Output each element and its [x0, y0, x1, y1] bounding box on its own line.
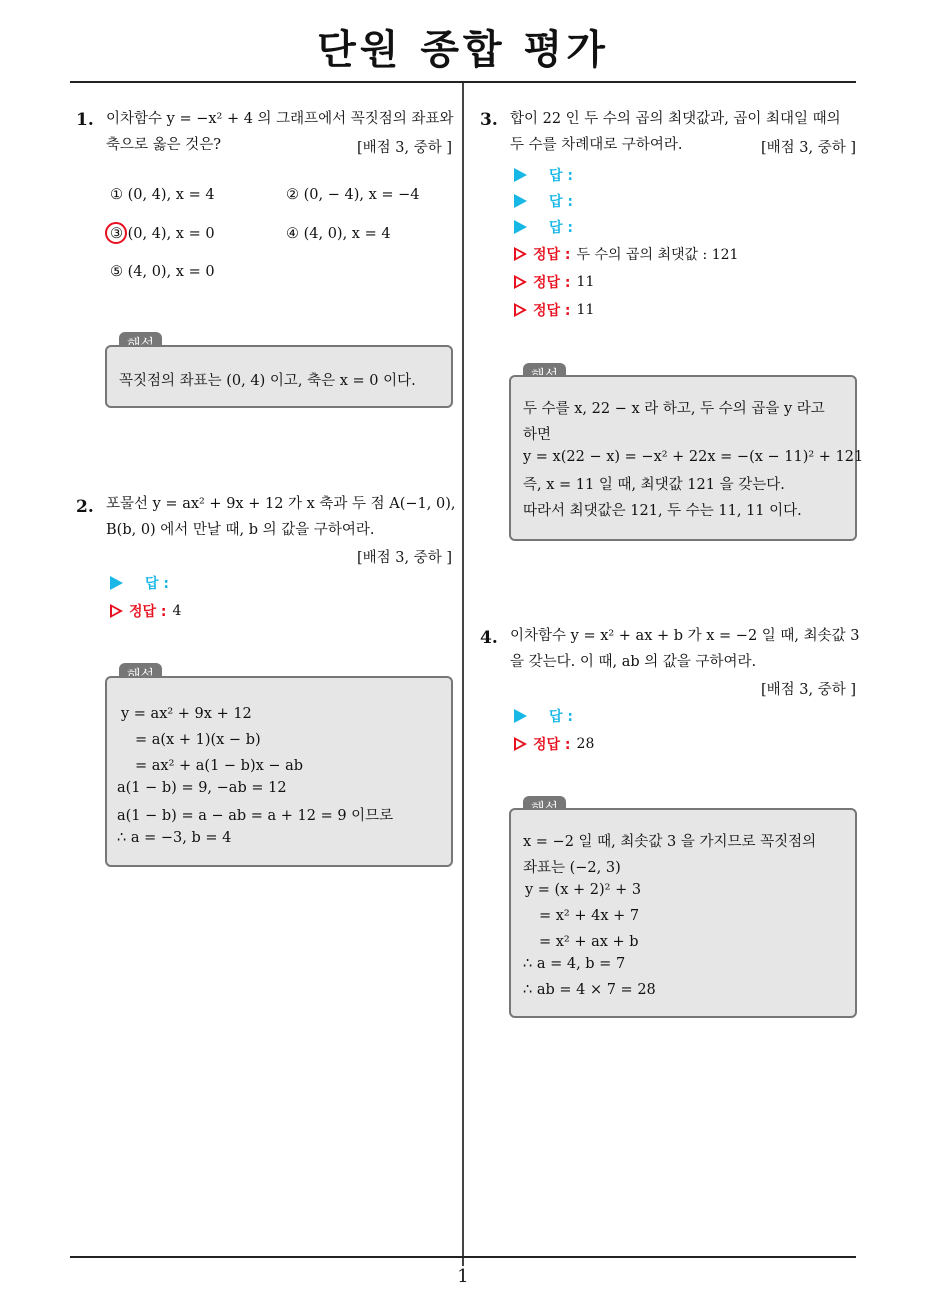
choice-4[interactable]: ④ (4, 0), x = 4 — [286, 226, 391, 242]
correct-answer-4 — [514, 734, 594, 754]
explanation-3-line: 두 수를 x, 22 − x 라 하고, 두 수의 곱을 y 라고 — [523, 401, 825, 417]
correct-answer-3-2 — [514, 272, 594, 292]
question-text-3-line2: 두 수를 차례대로 구하여라. — [510, 137, 683, 153]
selected-answer-marker — [105, 222, 127, 244]
page-number: 1 — [457, 1266, 469, 1287]
play-icon — [514, 168, 527, 182]
question-number-3: 3. — [480, 110, 498, 130]
outline-triangle-icon — [514, 303, 527, 317]
correct-answer-value: 4 — [172, 603, 182, 619]
question-text-4-line2: 을 갖는다. 이 때, ab 의 값을 구하여라. — [510, 654, 757, 670]
question-number-4: 4. — [480, 628, 498, 648]
answer-prompt-4[interactable] — [514, 706, 573, 726]
choice-1[interactable]: ① (0, 4), x = 4 — [110, 187, 215, 203]
answer-label: 답 : — [549, 194, 573, 210]
explanation-box-4 — [509, 808, 857, 1018]
explanation-box-3 — [509, 375, 864, 541]
correct-answer-value: 두 수의 곱의 최댓값 : 121 — [576, 247, 739, 263]
explanation-4-line: ∴ ab = 4 × 7 = 28 — [523, 982, 656, 998]
explanation-4-line: 좌표는 (−2, 3) — [523, 860, 621, 876]
correct-answer-label: 정답 : — [533, 275, 571, 291]
outline-triangle-icon — [514, 737, 527, 751]
answer-label: 답 : — [549, 709, 573, 725]
explanation-2-line: a(1 − b) = 9, −ab = 12 — [117, 780, 287, 796]
explanation-box-2 — [105, 676, 453, 867]
question-score-4: [배점 3, 중하 ] — [760, 682, 856, 698]
choice-2[interactable]: ② (0, − 4), x = −4 — [286, 187, 420, 203]
answer-prompt-3-3[interactable] — [514, 217, 573, 237]
column-divider — [462, 83, 464, 1266]
explanation-3-line: 즉, x = 11 일 때, 최댓값 121 을 갖는다. — [523, 477, 785, 493]
choice-5[interactable]: ⑤ (4, 0), x = 0 — [110, 264, 215, 280]
explanation-4-line: = x² + 4x + 7 — [539, 908, 640, 924]
question-text-2-line2: B(b, 0) 에서 만날 때, b 의 값을 구하여라. — [106, 522, 375, 538]
answer-label: 답 : — [549, 220, 573, 236]
correct-answer-value: 11 — [576, 302, 595, 318]
explanation-2-line: ∴ a = −3, b = 4 — [117, 830, 232, 846]
explanation-4-line: ∴ a = 4, b = 7 — [523, 956, 626, 972]
question-text-4-line1: 이차함수 y = x² + ax + b 가 x = −2 일 때, 최솟값 3 — [510, 628, 860, 644]
answer-prompt-3-1[interactable] — [514, 165, 573, 185]
explanation-3-line: y = x(22 − x) = −x² + 22x = −(x − 11)² + 121 — [523, 449, 864, 465]
correct-answer-label: 정답 : — [533, 247, 571, 263]
answer-label: 답 : — [145, 576, 169, 592]
explanation-3-line: 하면 — [523, 427, 552, 443]
footer-rule — [70, 1256, 856, 1258]
correct-answer-label: 정답 : — [533, 303, 571, 319]
play-icon — [514, 709, 527, 723]
outline-triangle-icon — [514, 247, 527, 261]
explanation-1-text: 꼭짓점의 좌표는 (0, 4) 이고, 축은 x = 0 이다. — [119, 373, 416, 389]
correct-answer-label: 정답 : — [533, 737, 571, 753]
play-icon — [514, 220, 527, 234]
correct-answer-label: 정답 : — [129, 604, 167, 620]
choice-3[interactable]: ③ (0, 4), x = 0 — [110, 226, 215, 242]
answer-prompt-2[interactable] — [110, 573, 169, 593]
play-icon — [514, 194, 527, 208]
correct-answer-value: 28 — [576, 736, 595, 752]
outline-triangle-icon — [110, 604, 123, 618]
question-text-1-line1: 이차함수 y = −x² + 4 의 그래프에서 꼭짓점의 좌표와 — [106, 111, 454, 127]
explanation-2-line: y = ax² + 9x + 12 — [121, 706, 252, 722]
outline-triangle-icon — [514, 275, 527, 289]
explanation-2-line: = ax² + a(1 − b)x − ab — [135, 758, 304, 774]
explanation-2-line: a(1 − b) = a − ab = a + 12 = 9 이므로 — [117, 808, 394, 824]
question-text-1-line2: 축으로 옳은 것은? — [106, 137, 222, 153]
question-score-3: [배점 3, 중하 ] — [760, 140, 856, 156]
answer-prompt-3-2[interactable] — [514, 191, 573, 211]
explanation-2-line: = a(x + 1)(x − b) — [135, 732, 261, 748]
correct-answer-value: 11 — [576, 274, 595, 290]
explanation-4-line: = x² + ax + b — [539, 934, 639, 950]
play-icon — [110, 576, 123, 590]
explanation-box-1 — [105, 345, 453, 408]
question-score-2: [배점 3, 중하 ] — [356, 550, 452, 566]
question-score-1: [배점 3, 중하 ] — [356, 140, 452, 156]
question-number-1: 1. — [76, 110, 94, 130]
answer-label: 답 : — [549, 168, 573, 184]
question-text-3-line1: 합이 22 인 두 수의 곱의 최댓값과, 곱이 최대일 때의 — [510, 111, 841, 127]
correct-answer-3-3 — [514, 300, 594, 320]
correct-answer-3-1 — [514, 244, 738, 264]
question-number-2: 2. — [76, 497, 94, 517]
question-text-2-line1: 포물선 y = ax² + 9x + 12 가 x 축과 두 점 A(−1, 0), — [106, 496, 456, 512]
page-title: 단원 종합 평가 — [317, 27, 609, 73]
explanation-4-line: x = −2 일 때, 최솟값 3 을 가지므로 꼭짓점의 — [523, 834, 817, 850]
correct-answer-2 — [110, 601, 181, 621]
explanation-4-line: y = (x + 2)² + 3 — [525, 882, 642, 898]
explanation-3-line: 따라서 최댓값은 121, 두 수는 11, 11 이다. — [523, 503, 802, 519]
